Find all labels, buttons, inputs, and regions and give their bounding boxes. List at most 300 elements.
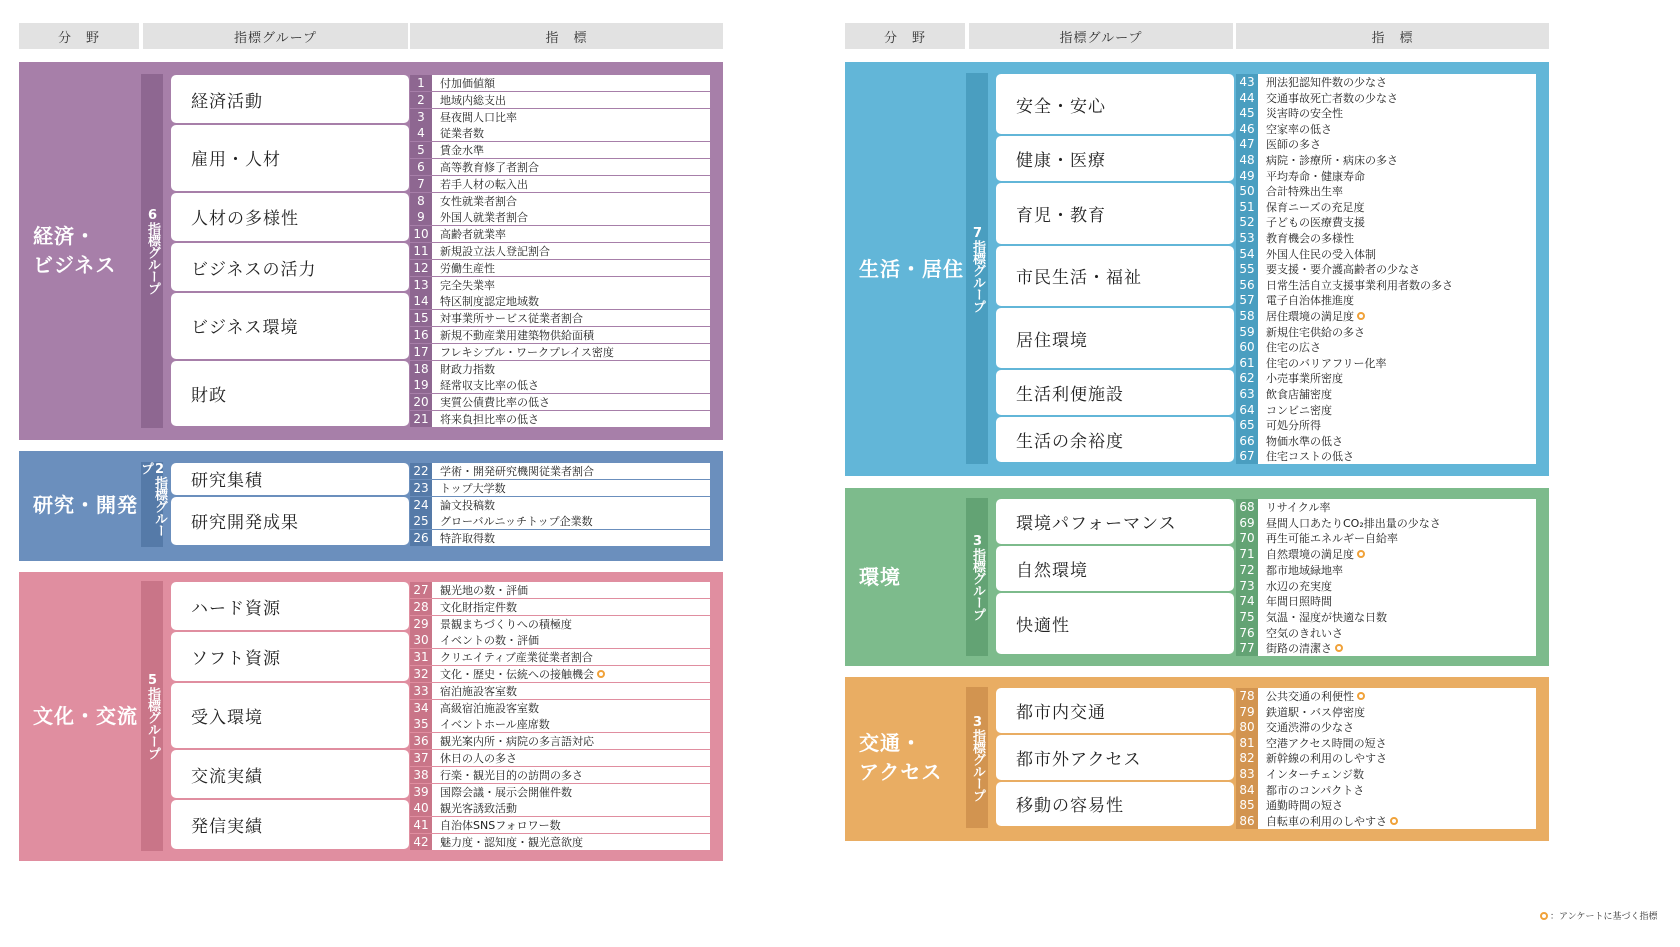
category-title-line: 交通・ (859, 731, 922, 756)
indicator-cell (432, 394, 710, 410)
indicator-number: 57 (1236, 292, 1258, 308)
indicator-row (410, 243, 710, 259)
indicator-cell (1258, 214, 1536, 230)
indicator-label: イベントの数・評価 (440, 634, 539, 648)
indicator-row (1236, 704, 1536, 720)
indicator-group (996, 735, 1234, 780)
category-title-line: ビジネス (33, 253, 117, 278)
indicator-cell (1258, 74, 1536, 90)
indicator-cell (1258, 593, 1536, 609)
indicator-row (410, 260, 710, 276)
indicator-label: 高等教育修了者割合 (440, 161, 539, 174)
indicator-number: 78 (1236, 688, 1258, 704)
indicator-row (1236, 121, 1536, 137)
indicator-label: 外国人住民の受入体制 (1266, 247, 1376, 261)
indicator-number: 55 (1236, 261, 1258, 277)
group-count-label: 3指標グループ (970, 714, 985, 801)
indicator-row (1236, 750, 1536, 766)
indicator-label: クリエイティブ産業従業者割合 (440, 651, 593, 665)
indicator-row (1236, 515, 1536, 531)
indicator-cell (432, 361, 710, 377)
survey-mark-icon (1357, 312, 1365, 320)
indicator-number: 40 (410, 800, 432, 816)
indicator-cell (1258, 230, 1536, 246)
indicator-row (410, 463, 710, 479)
indicator-group (171, 293, 409, 358)
group-name: ビジネス環境 (191, 318, 299, 339)
indicator-row (410, 480, 710, 496)
indicator-number: 68 (1236, 499, 1258, 515)
indicator-cell (432, 176, 710, 192)
indicator-group (171, 463, 409, 495)
group-name: 人材の多様性 (191, 209, 299, 230)
indicator-cell (432, 497, 710, 513)
indicator-cell (432, 277, 710, 293)
indicator-label: 自治体SNSフォロワー数 (440, 819, 561, 833)
indicator-number: 15 (410, 310, 432, 326)
indicator-number: 83 (1236, 766, 1258, 782)
indicator-row (1236, 292, 1536, 308)
indicator-number: 85 (1236, 797, 1258, 813)
indicator-number: 11 (410, 243, 432, 259)
indicator-label: 街路の清潔さ (1266, 642, 1332, 656)
indicator-row (1236, 562, 1536, 578)
survey-mark-icon (597, 670, 605, 678)
indicator-group (996, 688, 1234, 733)
indicator-number: 30 (410, 632, 432, 648)
group-count-bar (141, 581, 163, 851)
indicator-cell (1258, 625, 1536, 641)
indicator-label: 気温・湿度が快適な日数 (1266, 610, 1387, 624)
indicator-cell (432, 632, 710, 648)
indicator-cell (1258, 246, 1536, 262)
indicator-label: 刑法犯認知件数の少なさ (1266, 76, 1387, 89)
indicator-number: 81 (1236, 735, 1258, 751)
indicator-row (410, 361, 710, 377)
indicator-row (410, 733, 710, 749)
indicator-number: 59 (1236, 324, 1258, 340)
indicator-label: 文化財指定件数 (440, 600, 517, 614)
indicator-cell (432, 209, 710, 225)
indicator-number: 28 (410, 599, 432, 615)
indicator-group (171, 632, 409, 680)
indicator-cell (1258, 417, 1536, 433)
indicator-label: インターチェンジ数 (1266, 768, 1364, 781)
indicator-label: 若手人材の転入出 (440, 177, 528, 191)
group-count-label: 3指標グループ (970, 534, 985, 620)
group-name: 研究開発成果 (191, 513, 299, 534)
group-name: 生活利便施設 (1016, 385, 1124, 406)
indicator-number: 1 (410, 75, 432, 91)
indicator-group (996, 183, 1234, 243)
indicator-row (410, 327, 710, 343)
indicator-group (171, 193, 409, 241)
indicator-number: 4 (410, 125, 432, 141)
indicator-label: 行楽・観光目的の訪問の多さ (440, 768, 583, 782)
header-group-right: 指標グループ (969, 23, 1233, 49)
indicator-number: 70 (1236, 530, 1258, 546)
category-title-line: アクセス (859, 760, 943, 785)
group-name: 育児・教育 (1016, 205, 1106, 226)
indicator-group (171, 361, 409, 426)
indicator-group (996, 546, 1234, 591)
indicator-cell (1258, 386, 1536, 402)
group-count-bar (966, 73, 988, 464)
indicator-label: 宿泊施設客室数 (440, 684, 517, 698)
indicator-label: 電子自治体推進度 (1266, 294, 1354, 308)
indicator-row (1236, 719, 1536, 735)
indicator-cell (1258, 448, 1536, 464)
indicator-number: 12 (410, 260, 432, 276)
indicator-row (1236, 797, 1536, 813)
indicator-cell (1258, 292, 1536, 308)
indicator-label: 日常生活自立支援事業利用者数の多さ (1266, 278, 1453, 292)
indicator-cell (432, 649, 710, 665)
indicator-cell (432, 377, 710, 393)
indicator-row (1236, 688, 1536, 704)
indicator-label: 住宅コストの低さ (1266, 450, 1354, 464)
indicator-label: 労働生産性 (440, 261, 495, 275)
indicator-number: 80 (1236, 719, 1258, 735)
indicator-group (996, 136, 1234, 181)
indicator-number: 63 (1236, 386, 1258, 402)
indicator-label: 魅力度・認知度・観光意欲度 (440, 836, 583, 849)
indicator-label: 経常収支比率の低さ (440, 379, 539, 393)
indicator-number: 43 (1236, 74, 1258, 90)
indicator-row (410, 784, 710, 800)
indicator-label: 高級宿泊施設客室数 (440, 701, 539, 715)
indicator-cell (432, 700, 710, 716)
indicator-label: 地域内総支出 (440, 93, 506, 107)
indicator-row (410, 344, 710, 360)
indicator-number: 26 (410, 530, 432, 546)
indicator-row (410, 599, 710, 615)
indicator-cell (432, 616, 710, 632)
indicator-number: 77 (1236, 640, 1258, 656)
indicator-number: 52 (1236, 214, 1258, 230)
indicator-cell (1258, 578, 1536, 594)
indicator-number: 10 (410, 226, 432, 242)
indicator-cell (1258, 90, 1536, 106)
indicator-label: 国際会議・展示会開催件数 (440, 785, 572, 799)
group-name: 発信実績 (191, 817, 263, 838)
indicator-row (1236, 433, 1536, 449)
indicator-label: 交通事故死亡者数の少なさ (1266, 91, 1398, 105)
category-title (33, 491, 138, 520)
indicator-label: 年間日照時間 (1266, 595, 1332, 609)
indicator-number: 22 (410, 463, 432, 479)
indicator-label: 可処分所得 (1266, 419, 1321, 433)
indicator-label: 将来負担比率の低さ (440, 413, 539, 426)
indicator-cell (432, 344, 710, 360)
indicator-cell (1258, 546, 1536, 562)
indicator-label: 空気のきれいさ (1266, 626, 1343, 640)
indicator-label: 実質公債費比率の低さ (440, 396, 550, 410)
indicator-number: 48 (1236, 152, 1258, 168)
indicator-number: 8 (410, 193, 432, 209)
indicator-number: 75 (1236, 609, 1258, 625)
indicator-number: 14 (410, 293, 432, 309)
indicator-cell (432, 582, 710, 598)
indicator-cell (432, 513, 710, 529)
indicator-cell (432, 243, 710, 259)
indicator-label: 休日の人の多さ (440, 752, 517, 765)
header-indicator-left: 指 標 (410, 23, 723, 49)
group-name: 健康・医療 (1016, 151, 1106, 172)
indicator-cell (432, 142, 710, 158)
indicator-cell (432, 530, 710, 546)
indicator-label: 新規不動産業用建築物供給面積 (440, 329, 594, 342)
indicator-row (410, 377, 710, 393)
indicator-cell (1258, 530, 1536, 546)
indicator-cell (432, 683, 710, 699)
indicator-row (410, 75, 710, 91)
indicator-label: 交通渋滞の少なさ (1266, 721, 1354, 735)
indicator-row (410, 632, 710, 648)
header-indicator-right: 指 標 (1236, 23, 1549, 49)
indicator-row (1236, 74, 1536, 90)
indicator-number: 74 (1236, 593, 1258, 609)
indicator-cell (1258, 355, 1536, 371)
indicator-label: 財政力指数 (440, 362, 495, 376)
indicator-number: 42 (410, 834, 432, 850)
indicator-label: 水辺の充実度 (1266, 579, 1332, 593)
indicator-number: 49 (1236, 168, 1258, 184)
indicator-label: 子どもの医療費支援 (1266, 216, 1365, 230)
indicator-row (1236, 90, 1536, 106)
indicator-number: 31 (410, 649, 432, 665)
indicator-cell (432, 125, 710, 141)
indicator-number: 84 (1236, 782, 1258, 798)
indicator-label: 公共交通の利便性 (1266, 690, 1354, 703)
group-name: 居住環境 (1016, 330, 1088, 351)
indicator-number: 58 (1236, 308, 1258, 324)
legend-text: ：アンケートに基づく指標 (1550, 912, 1658, 922)
indicator-label: 女性就業者割合 (440, 194, 517, 208)
indicator-label: 特区制度認定地域数 (440, 295, 539, 309)
indicator-row (1236, 136, 1536, 152)
indicator-row (1236, 625, 1536, 641)
indicator-number: 60 (1236, 339, 1258, 355)
indicator-number: 47 (1236, 136, 1258, 152)
indicator-group (996, 499, 1234, 544)
indicator-row (1236, 214, 1536, 230)
indicator-label: 都市のコンパクトさ (1266, 783, 1365, 797)
indicator-row (410, 159, 710, 175)
indicator-cell (1258, 339, 1536, 355)
indicator-row (1236, 448, 1536, 464)
indicator-number: 6 (410, 159, 432, 175)
group-name: 市民生活・福祉 (1016, 268, 1142, 289)
indicator-number: 61 (1236, 355, 1258, 371)
group-name: 雇用・人材 (191, 150, 281, 171)
indicator-label: 新規住宅供給の多さ (1266, 325, 1365, 339)
indicator-cell (432, 159, 710, 175)
indicator-number: 67 (1236, 448, 1258, 464)
indicator-row (1236, 546, 1536, 562)
indicator-number: 29 (410, 616, 432, 632)
category-title (859, 729, 942, 787)
header-field-left: 分 野 (19, 23, 139, 49)
indicator-number: 38 (410, 767, 432, 783)
indicator-cell (432, 599, 710, 615)
indicator-label: 特許取得数 (440, 532, 495, 546)
indicator-row (1236, 530, 1536, 546)
group-name: 快適性 (1016, 616, 1070, 637)
indicator-group (171, 750, 409, 798)
indicator-number: 3 (410, 109, 432, 125)
indicator-label: 災害時の安全性 (1266, 107, 1343, 121)
indicator-row (410, 716, 710, 732)
indicator-number: 65 (1236, 417, 1258, 433)
indicator-number: 23 (410, 480, 432, 496)
group-count-bar (138, 462, 167, 547)
indicator-cell (432, 716, 710, 732)
indicator-group (996, 370, 1234, 415)
indicator-label: トップ大学数 (440, 481, 506, 495)
indicator-row (1236, 339, 1536, 355)
indicator-number: 35 (410, 716, 432, 732)
indicator-label: 観光地の数・評価 (440, 584, 528, 597)
indicator-cell (432, 109, 710, 125)
indicator-number: 86 (1236, 813, 1258, 829)
indicator-cell (432, 800, 710, 816)
indicator-label: 保育ニーズの充足度 (1266, 200, 1365, 214)
indicator-number: 82 (1236, 750, 1258, 766)
indicator-row (1236, 105, 1536, 121)
indicator-cell (432, 226, 710, 242)
indicator-number: 36 (410, 733, 432, 749)
indicator-row (1236, 593, 1536, 609)
group-name: ビジネスの活力 (191, 259, 317, 280)
indicator-cell (1258, 199, 1536, 215)
indicator-row (1236, 578, 1536, 594)
indicator-number: 39 (410, 784, 432, 800)
indicator-row (410, 142, 710, 158)
indicator-cell (1258, 168, 1536, 184)
group-count-label: 5指標グループ (145, 672, 160, 759)
indicator-number: 76 (1236, 625, 1258, 641)
indicator-cell (1258, 719, 1536, 735)
group-name: 安全・安心 (1016, 96, 1106, 117)
indicator-cell (432, 733, 710, 749)
category-title (33, 222, 116, 280)
indicator-label: 住宅の広さ (1266, 341, 1321, 355)
indicator-group (171, 582, 409, 630)
indicator-number: 51 (1236, 199, 1258, 215)
indicator-label: 対事業所サービス従業者割合 (440, 312, 583, 326)
indicator-number: 71 (1236, 546, 1258, 562)
indicator-cell (1258, 562, 1536, 578)
indicator-cell (1258, 766, 1536, 782)
category-title-line: 生活・居住 (859, 256, 964, 281)
indicator-row (410, 649, 710, 665)
indicator-cell (1258, 640, 1536, 656)
indicator-number: 44 (1236, 90, 1258, 106)
indicator-label: 文化・歴史・伝統への接触機会 (440, 668, 594, 681)
indicator-label: 教育機会の多様性 (1266, 232, 1354, 245)
indicator-row (410, 616, 710, 632)
indicator-row (1236, 199, 1536, 215)
indicator-number: 79 (1236, 704, 1258, 720)
indicator-cell (432, 767, 710, 783)
indicator-label: 自転車の利用のしやすさ (1266, 814, 1387, 828)
indicator-cell (1258, 499, 1536, 515)
indicator-label: 外国人就業者割合 (440, 211, 528, 225)
indicator-cell (1258, 277, 1536, 293)
indicator-label: 観光案内所・病院の多言語対応 (440, 735, 594, 749)
indicator-label: リサイクル率 (1266, 501, 1331, 514)
indicator-row (1236, 230, 1536, 246)
indicator-number: 16 (410, 327, 432, 343)
indicator-label: 医師の多さ (1266, 138, 1321, 152)
indicator-cell (1258, 308, 1536, 324)
header-group-left: 指標グループ (143, 23, 408, 49)
indicator-cell (1258, 750, 1536, 766)
indicator-label: 飲食店舗密度 (1266, 388, 1332, 401)
indicator-cell (432, 817, 710, 833)
indicator-row (1236, 609, 1536, 625)
indicator-number: 24 (410, 497, 432, 513)
indicator-number: 5 (410, 142, 432, 158)
indicator-number: 54 (1236, 246, 1258, 262)
indicator-cell (432, 310, 710, 326)
group-name: ハード資源 (191, 598, 281, 619)
group-name: 環境パフォーマンス (1016, 514, 1177, 535)
indicator-number: 33 (410, 683, 432, 699)
indicator-number: 19 (410, 377, 432, 393)
group-name: 財政 (191, 385, 227, 406)
indicator-row (410, 209, 710, 225)
indicator-cell (1258, 402, 1536, 418)
group-count-label: 7指標グループ (970, 225, 985, 312)
indicator-number: 69 (1236, 515, 1258, 531)
indicator-label: 付加価値額 (440, 77, 495, 90)
indicator-number: 18 (410, 361, 432, 377)
indicator-row (410, 109, 710, 125)
indicator-cell (1258, 261, 1536, 277)
indicator-cell (1258, 735, 1536, 751)
indicator-number: 27 (410, 582, 432, 598)
indicator-number: 34 (410, 700, 432, 716)
indicator-number: 45 (1236, 105, 1258, 121)
group-name: 交流実績 (191, 766, 263, 787)
indicator-label: 空家率の低さ (1266, 122, 1332, 136)
indicator-label: グローバルニッチトップ企業数 (440, 515, 593, 529)
group-count-label: 2指標グループ (138, 462, 167, 536)
indicator-cell (432, 784, 710, 800)
indicator-label: 空港アクセス時間の短さ (1266, 736, 1387, 750)
indicator-label: コンビニ密度 (1266, 403, 1332, 417)
indicator-row (1236, 766, 1536, 782)
indicator-label: 小売事業所密度 (1266, 372, 1343, 386)
indicator-row (410, 834, 710, 850)
indicator-label: 再生可能エネルギー自給率 (1266, 532, 1398, 546)
group-count-bar (141, 74, 163, 428)
indicator-number: 32 (410, 666, 432, 682)
indicator-row (1236, 183, 1536, 199)
indicator-row (410, 800, 710, 816)
indicator-row (1236, 277, 1536, 293)
category-title-line: 環境 (859, 565, 901, 589)
indicator-label: イベントホール座席数 (440, 718, 550, 732)
indicator-cell (1258, 797, 1536, 813)
indicator-row (1236, 386, 1536, 402)
indicator-number: 62 (1236, 370, 1258, 386)
indicator-label: 昼夜間人口比率 (440, 110, 517, 124)
group-name: 経済活動 (191, 91, 263, 112)
indicator-row (1236, 355, 1536, 371)
